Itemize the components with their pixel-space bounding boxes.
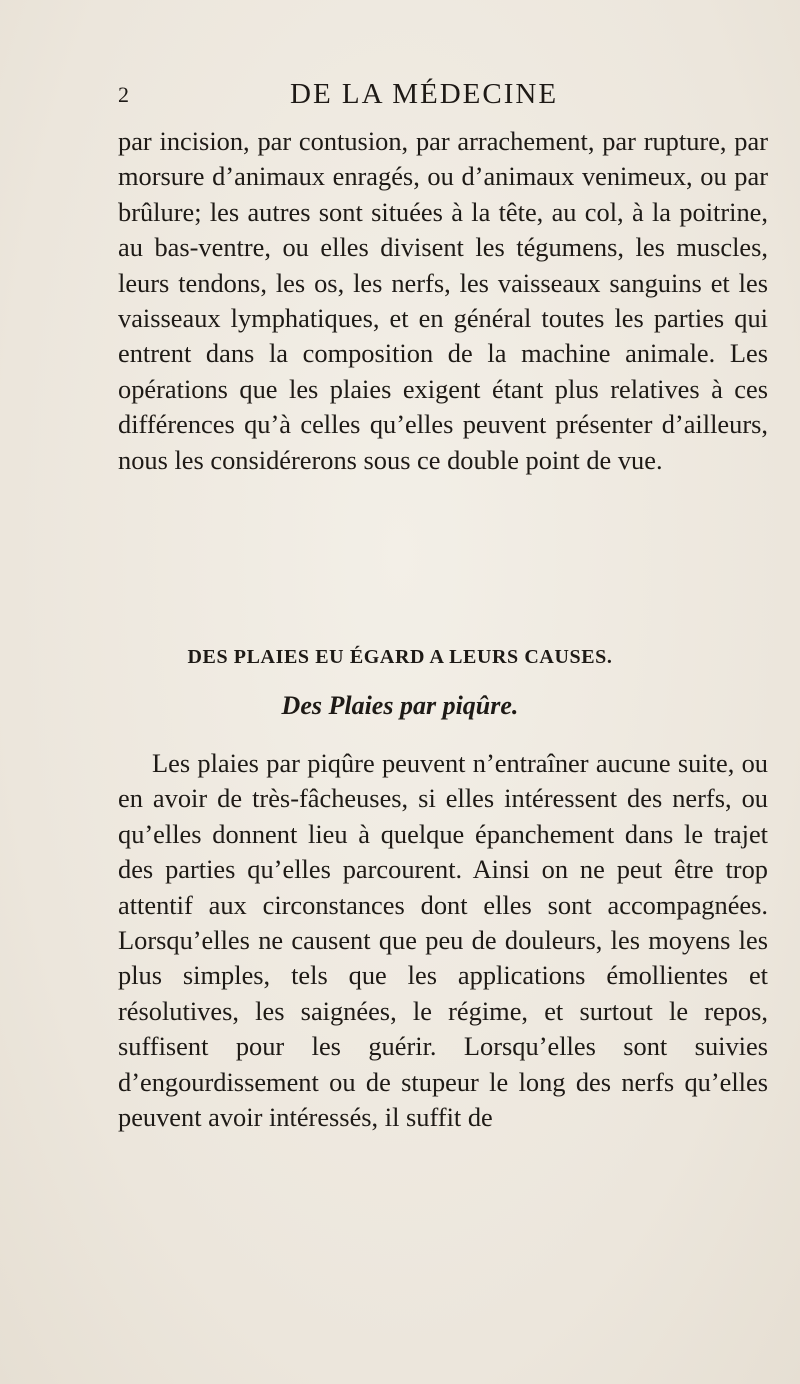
running-head: DE LA MÉDECINE	[290, 78, 559, 110]
paragraph-piqure: Les plaies par piqûre peuvent n’entraîner aucune suite, ou en avoir de très-fâcheuses, si elles intéressent des nerfs, ou qu’elles donnent lieu à quelque épanchement dans le trajet des parties qu’elles parcourent. Ainsi on ne peut être trop attentif aux circonstances dont elles sont accompagnées. Lorsqu’elles ne causent que peu de douleurs, les moyens les plus simples, tels que les applications émollientes et résolutives, les saignées, le régime, et surtout le repos, suffisent pour les guérir. Lorsqu’elles sont suivies d’engourdissement ou de stupeur le long des nerfs qu’elles peuvent avoir intéressés, il suffit de	[118, 748, 768, 1133]
section-title: DES PLAIES EU ÉGARD A LEURS CAUSES.	[187, 646, 613, 668]
page-number: 2	[118, 82, 129, 107]
subsection-title: Des Plaies par piqûre.	[281, 691, 519, 720]
page-header	[118, 78, 758, 118]
paragraph-continued: par incision, par contusion, par arrachement, par rupture, par morsure d’animaux enragés, ou d’animaux venimeux, ou par brûlure; les autres sont situées à la tête, au col, à la poitrine, au bas-ventre, ou elles divisent les tégumens, les muscles, leurs tendons, les os, les nerfs, les vaisseaux sanguins et les vaisseaux lymphatiques, et en général toutes les parties qui entrent dans la composition de la machine animale. Les opérations que les plaies exigent étant plus relatives à ces différences qu’à celles qu’elles peuvent présenter d’ailleurs, nous les considérerons sous ce double point de vue.	[118, 126, 768, 475]
